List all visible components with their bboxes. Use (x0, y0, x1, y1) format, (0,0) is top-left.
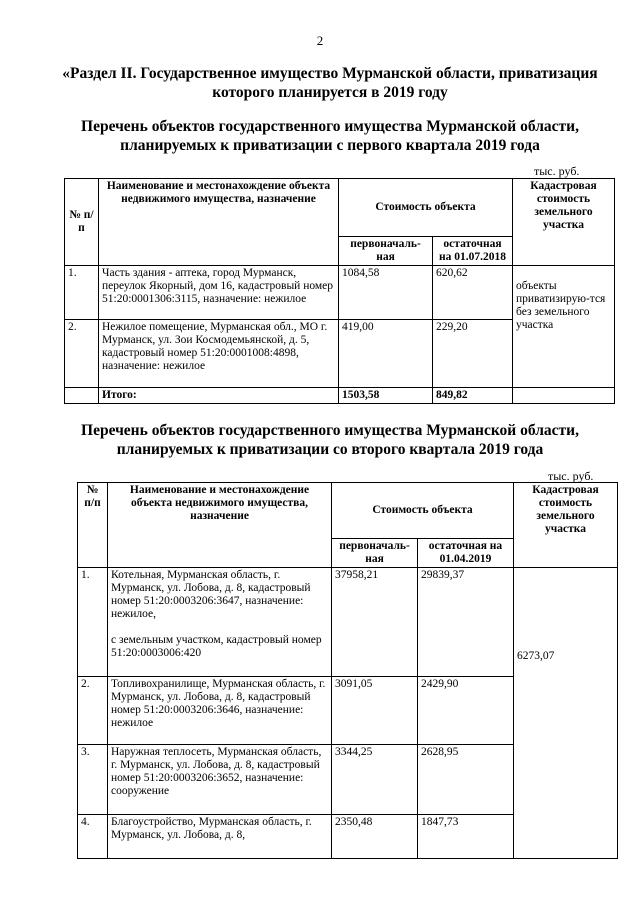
row-name-extra: с земельным участком, кадастровый номер 51:20:0003006:420 (111, 634, 322, 659)
list2-header-initial: первоначаль-ная (332, 539, 418, 568)
row-initial: 3091,05 (332, 677, 418, 745)
row-num: 2. (65, 320, 99, 388)
table-row (65, 266, 615, 320)
list1-header-cadastral: Кадастровая стоимость земельного участка (513, 179, 615, 266)
total-initial: 1503,58 (339, 388, 433, 404)
row-residual: 2628,95 (418, 745, 514, 815)
row-initial: 2350,48 (332, 815, 418, 859)
row-initial: 1084,58 (339, 266, 433, 320)
list2-unit: тыс. руб. (548, 469, 594, 483)
total-residual: 849,82 (433, 388, 513, 404)
row-name: Часть здания - аптека, город Мурманск, переулок Якорный, дом 16, кадастровый номер 51:20:0001306:3115, назначение: нежилое (99, 266, 339, 320)
list1-title: Перечень объектов государственного имущества Мурманской области, планируемых к приватизации с первого квартала 2019 года (81, 118, 579, 154)
list2-header-cost: Стоимость объекта (332, 483, 514, 539)
row-name (108, 568, 332, 677)
row-initial: 3344,25 (332, 745, 418, 815)
cadastral-note: объекты приватизирую-тся без земельного участка (513, 266, 615, 388)
table-row (78, 568, 618, 677)
list2-header-cadastral: Кадастровая стоимость земельного участка (514, 483, 618, 568)
list2-title: Перечень объектов государственного имущества Мурманской области, планируемых к приватизации со второго квартала 2019 года (81, 422, 579, 458)
list1-header-name: Наименование и местонахождение объекта недвижимого имущества, назначение (99, 179, 339, 266)
list2-header-residual: остаточная на 01.04.2019 (418, 539, 514, 568)
row-name: Топливохранилище, Мурманская область, г. Мурманск, ул. Лобова, д. 8, кадастровый номер 51:20:0003206:3646, назначение: нежилое (108, 677, 332, 745)
row-residual: 620,62 (433, 266, 513, 320)
list2-header-num: № п/п (78, 483, 108, 568)
row-num: 3. (78, 745, 108, 815)
list1-unit: тыс. руб. (534, 164, 580, 178)
list1-table (64, 178, 615, 404)
list2-header-name: Наименование и местонахождение объекта недвижимого имущества, назначение (108, 483, 332, 568)
row-num: 4. (78, 815, 108, 859)
total-row (65, 388, 615, 404)
total-label: Итого: (99, 388, 339, 404)
list1-header-residual: остаточная на 01.07.2018 (433, 237, 513, 266)
list1-header-num: № п/п (65, 179, 99, 266)
row-name: Благоустройство, Мурманская область, г. Мурманск, ул. Лобова, д. 8, (108, 815, 332, 859)
row-name-main: Котельная, Мурманская область, г. Мурманск, ул. Лобова, д. 8, кадастровый номер 51:20:0003206:3647, назначение: нежилое, (111, 569, 311, 620)
cadastral-value: 6273,07 (514, 568, 618, 859)
row-residual: 2429,90 (418, 677, 514, 745)
row-name: Нежилое помещение, Мурманская обл., МО г. Мурманск, ул. Зои Космодемьянской, д. 5, кадастровый номер 51:20:0001008:4898, назначение: нежилое (99, 320, 339, 388)
row-initial: 419,00 (339, 320, 433, 388)
list1-header-cost: Стоимость объекта (339, 179, 513, 237)
row-residual: 1847,73 (418, 815, 514, 859)
row-name: Наружная теплосеть, Мурманская область, г. Мурманск, ул. Лобова, д. 8, кадастровый номер 51:20:0003206:3652, назначение: сооружение (108, 745, 332, 815)
section-title: «Раздел II. Государственное имущество Мурманской области, приватизация которого планируется в 2019 году (62, 65, 598, 101)
row-num: 1. (65, 266, 99, 320)
list1-header-initial: первоначаль-ная (339, 237, 433, 266)
row-initial: 37958,21 (332, 568, 418, 677)
row-residual: 29839,37 (418, 568, 514, 677)
row-residual: 229,20 (433, 320, 513, 388)
list2-table (77, 482, 618, 859)
row-num: 1. (78, 568, 108, 677)
row-num: 2. (78, 677, 108, 745)
page-number: 2 (316, 33, 324, 48)
